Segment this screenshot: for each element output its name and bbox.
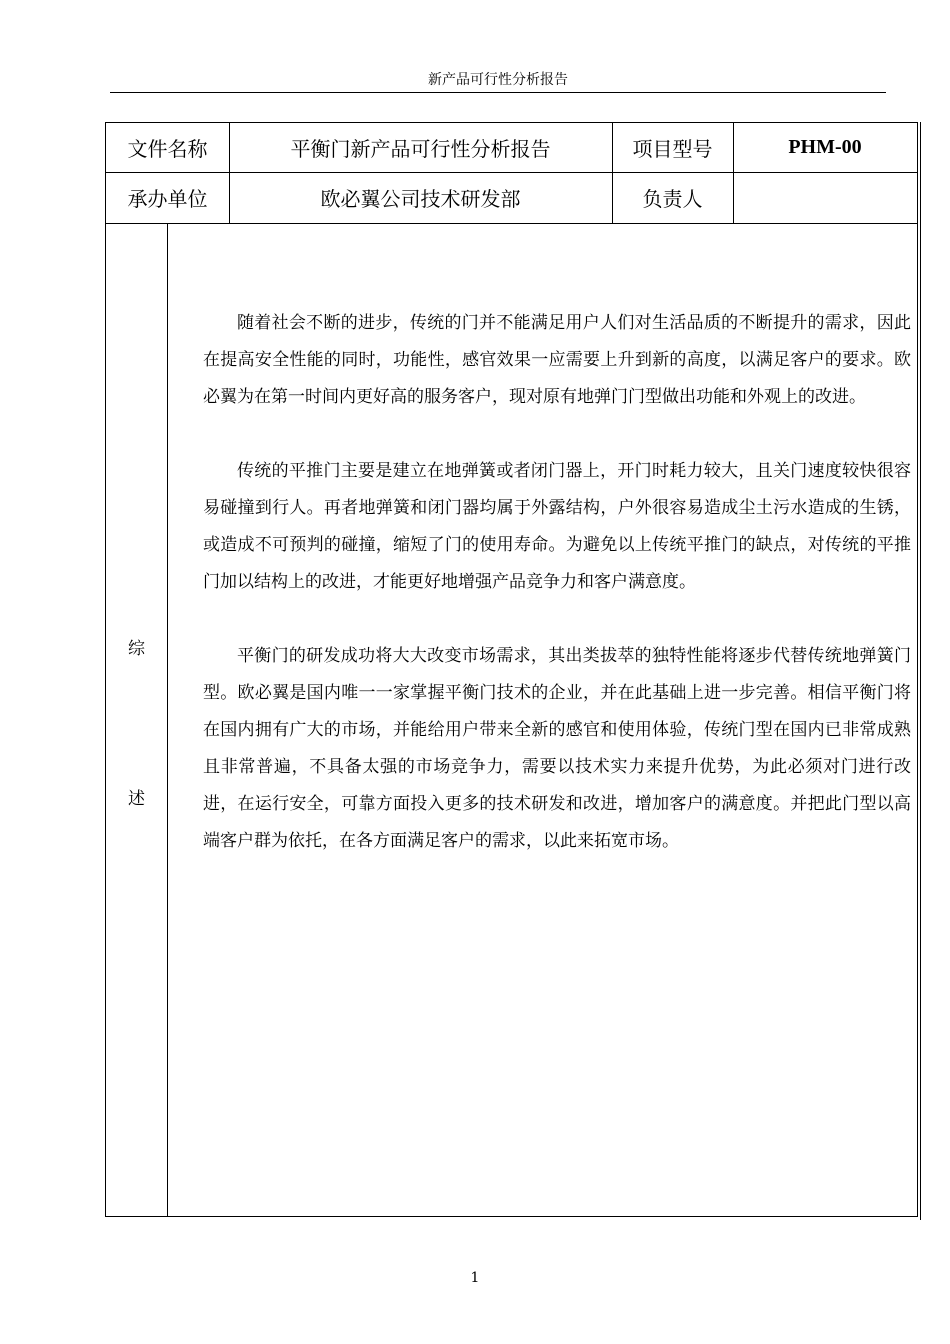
- header-rule: [110, 92, 886, 93]
- unit-value: 欧必翼公司技术研发部: [320, 187, 521, 211]
- row-divider-2: [106, 223, 917, 224]
- page-header: 新产品可行性分析报告: [428, 72, 568, 88]
- summary-divider: [167, 223, 168, 1216]
- report-table: [105, 122, 918, 1217]
- project-model-value: PHM-00: [788, 136, 862, 158]
- summary-body: [203, 305, 911, 897]
- page-number: 1: [470, 1270, 480, 1286]
- row-divider-1: [106, 172, 917, 173]
- col-divider-2: [612, 123, 613, 223]
- table-edge-line: [920, 122, 921, 1220]
- col-divider-1: [229, 123, 230, 223]
- file-name-label: 文件名称: [127, 137, 208, 161]
- file-name-value: 平衡门新产品可行性分析报告: [290, 137, 551, 161]
- summary-paragraph-1: 随着社会不断的进步，传统的门并不能满足用户人们对生活品质的不断提升的需求，因此在提高安全性能的同时，功能性，感官效果一应需要上升到新的高度，以满足客户的要求。欧必翼为在第一时间内更好高的服务客户，现对原有地弹门门型做出功能和外观上的改进。: [203, 313, 911, 407]
- owner-label: 负责人: [642, 187, 703, 211]
- summary-label-top: 综: [128, 639, 145, 659]
- summary-label-bottom: 述: [128, 789, 145, 809]
- summary-paragraph-3: 平衡门的研发成功将大大改变市场需求，其出类拔萃的独特性能将逐步代替传统地弹簧门型。欧必翼是国内唯一一家掌握平衡门技术的企业，并在此基础上进一步完善。相信平衡门将在国内拥有广大的市场，并能给用户带来全新的感官和使用体验，传统门型在国内已非常成熟且非常普遍，不具备太强的市场竞争力，需要以技术实力来提升优势，为此必须对门进行改进，在运行安全，可靠方面投入更多的技术研发和改进，增加客户的满意度。并把此门型以高端客户群为依托，在各方面满足客户的需求，以此来拓宽市场。: [203, 646, 911, 851]
- summary-paragraph-2: 传统的平推门主要是建立在地弹簧或者闭门器上，开门时耗力较大，且关门速度较快很容易碰撞到行人。再者地弹簧和闭门器均属于外露结构，户外很容易造成尘土污水造成的生锈，或造成不可预判的碰撞，缩短了门的使用寿命。为避免以上传统平推门的缺点，对传统的平推门加以结构上的改进，才能更好地增强产品竞争力和客户满意度。: [203, 461, 911, 592]
- col-divider-3: [733, 123, 734, 223]
- owner-value: [733, 172, 917, 223]
- unit-label: 承办单位: [127, 187, 208, 211]
- project-model-label: 项目型号: [632, 137, 713, 161]
